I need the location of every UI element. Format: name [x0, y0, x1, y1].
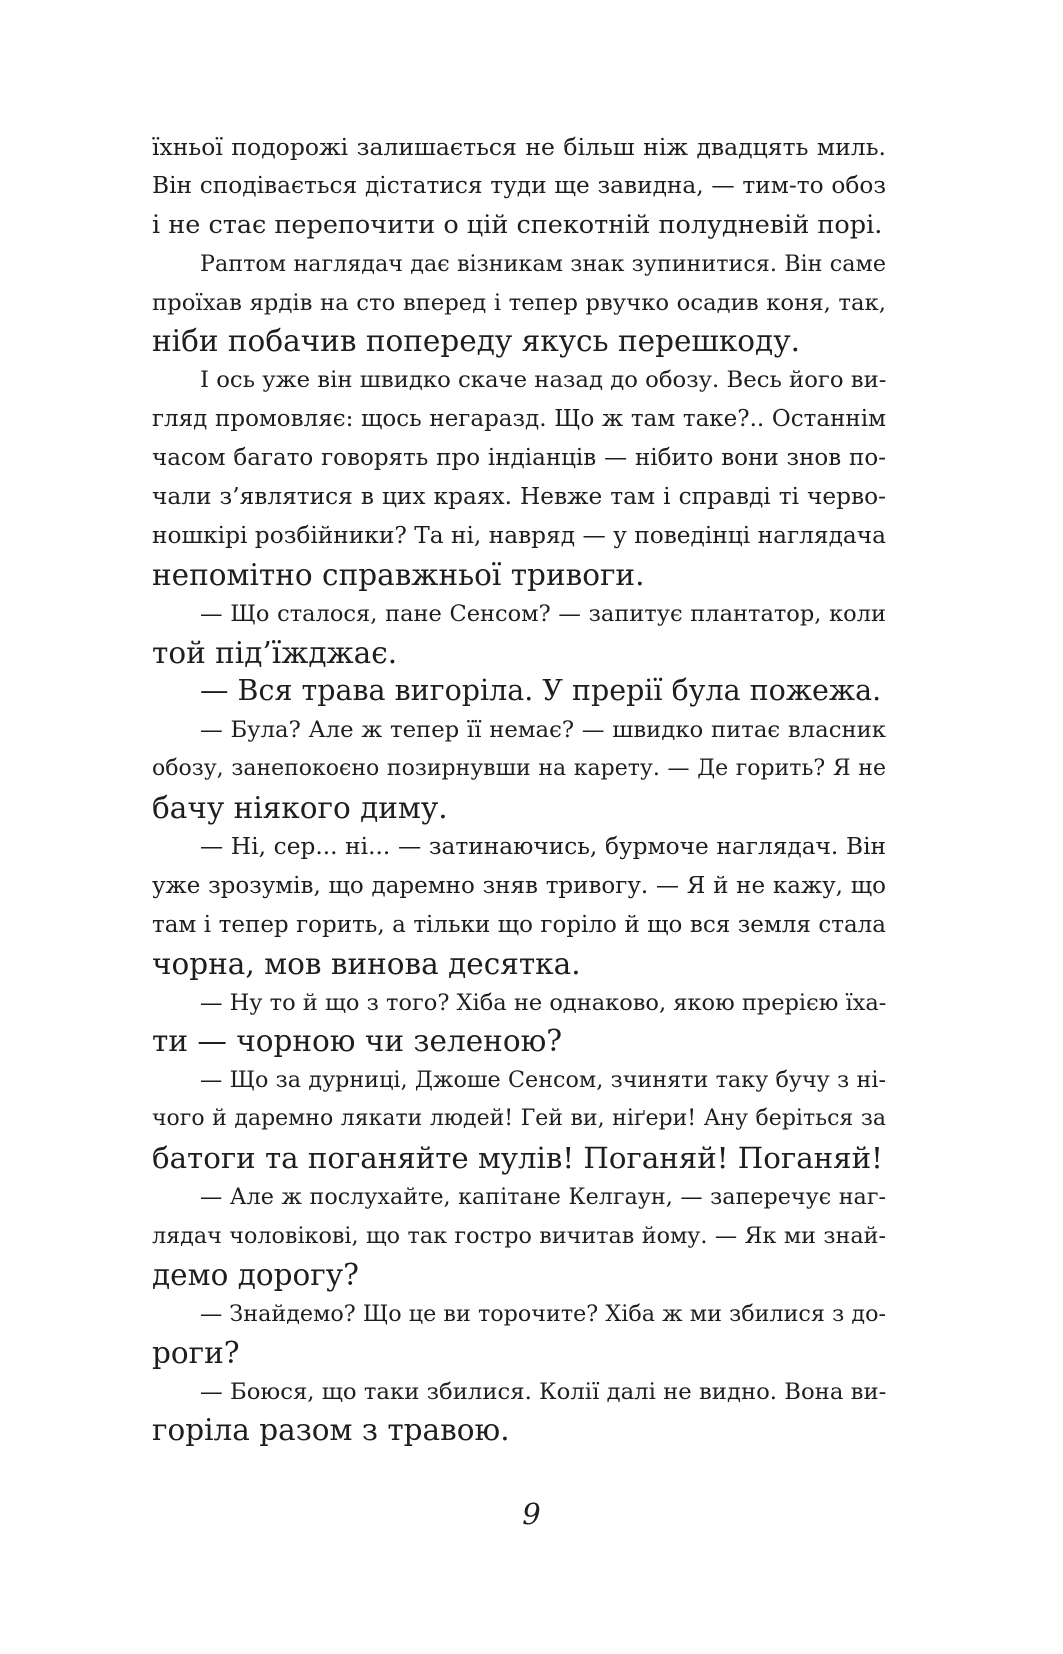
text-line: непомітно справжньої тривоги. — [152, 557, 645, 592]
text-line: роги? — [152, 1335, 240, 1370]
text-line: і не стає перепочити о цій спекотній полудневій порі. — [152, 209, 883, 240]
text-line: там і тепер горить, а тільки що горіло й що вся земля стала — [152, 911, 886, 938]
text-line: горіла разом з травою. — [152, 1413, 510, 1448]
text-line: чали з’являтися в цих краях. Невже там і справді ті черво- — [152, 483, 886, 511]
text-line: — Ні, сер... ні... — затинаючись, бурмоче наглядач. Він — [200, 833, 886, 861]
text-line: проїхав ярдів на сто вперед і тепер рвучко осадив коня, так, — [152, 289, 886, 316]
text-line: Він сподівається дістатися туди ще завидна, — тим-то обоз — [152, 171, 886, 199]
text-line: — Була? Але ж тепер її немає? — швидко питає власник — [200, 717, 886, 744]
text-line: — Ну то й що з того? Хіба не однаково, якою прерією їха- — [200, 989, 887, 1016]
text-line: — Знайдемо? Що це ви торочите? Хіба ж ми збилися з до- — [200, 1300, 886, 1327]
text-line: гляд промовляє: щось негаразд. Що ж там таке?.. Останнім — [152, 406, 886, 433]
text-line: часом багато говорять про індіанців — нібито вони знов по- — [152, 445, 886, 472]
text-line: ношкірі розбійники? Та ні, навряд — у поведінці наглядача — [152, 521, 886, 549]
text-line: — Боюся, що таки збилися. Колії далі не видно. Вона ви- — [200, 1378, 887, 1405]
text-line: І ось уже він швидко скаче назад до обозу. Весь його ви- — [200, 367, 887, 394]
text-line: — Але ж послухайте, капітане Келгаун, — заперечує наг- — [200, 1184, 886, 1211]
text-line: ніби побачив попереду якусь перешкоду. — [152, 324, 800, 359]
text-line: уже зрозумів, що даремно зняв тривогу. — Я й не кажу, що — [152, 872, 886, 899]
body-text — [152, 128, 886, 1450]
text-line: той під’їжджає. — [152, 635, 398, 670]
text-line: — Вся трава вигоріла. У прерії була пожежа. — [200, 674, 882, 708]
text-line: Раптом наглядач дає візникам знак зупинитися. Він саме — [200, 250, 886, 277]
text-line: демо дорогу? — [152, 1257, 359, 1292]
text-line: лядач чоловікові, що так гостро вичитав йому. — Як ми знай- — [152, 1222, 886, 1249]
text-line: бачу ніякого диму. — [152, 791, 448, 826]
text-line: батоги та поганяйте мулів! Поганяй! Поганяй! — [152, 1141, 883, 1176]
page-number: 9 — [522, 1497, 541, 1531]
text-line: чого й даремно лякати людей! Гей ви, ніґери! Ану беріться за — [152, 1106, 886, 1132]
text-line: ти — чорною чи зеленою? — [152, 1024, 563, 1059]
text-line: обозу, занепокоєно позирнувши на карету. — Де горить? Я не — [152, 756, 886, 782]
text-line: їхньої подорожі залишається не більш ніж двадцять миль. — [152, 133, 886, 161]
text-line: — Що сталося, пане Сенсом? — запитує плантатор, коли — [200, 600, 886, 627]
text-line: чорна, мов винова десятка. — [152, 946, 581, 981]
text-line: — Що за дурниці, Джоше Сенсом, зчиняти таку бучу з ні- — [200, 1067, 886, 1094]
